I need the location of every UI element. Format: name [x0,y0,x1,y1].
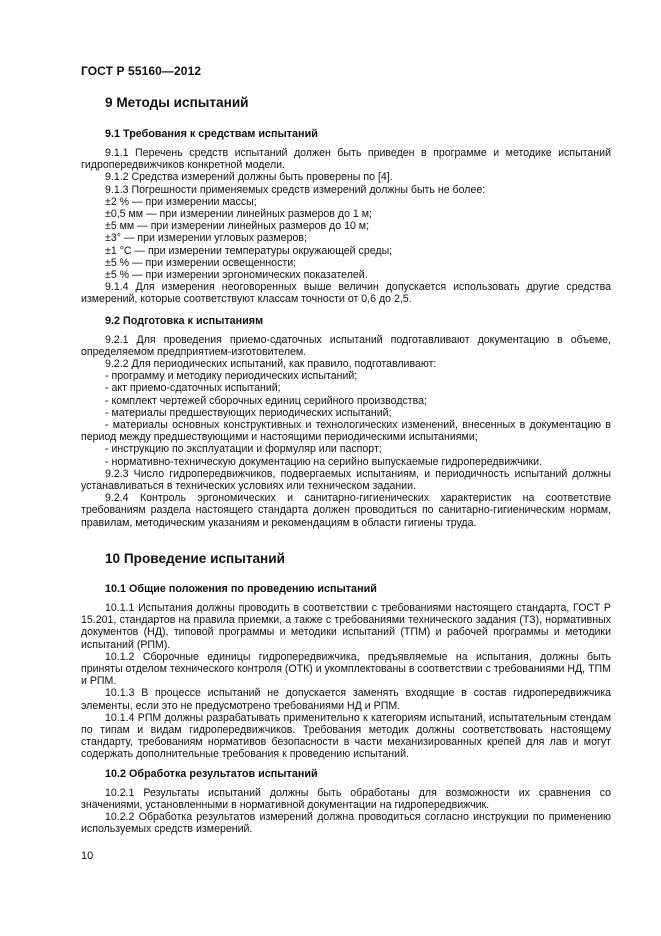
list-item: ±5 мм — при измерении линейных размеров до 10 м; [105,220,370,233]
list-item: - комплект чертежей сборочных единиц серийного производства; [105,394,428,407]
list-item: - инструкцию по эксплуатации и формуляр или паспорт; [105,443,382,456]
subsection-10-1-title: 10.1 Общие положения по проведению испытаний [105,582,377,595]
subsection-9-1-title: 9.1 Требования к средствам испытаний [105,128,318,140]
page-number: 10 [81,850,94,862]
list-item: - акт приемо-сдаточных испытаний; [105,382,281,395]
list-item: ±0,5 мм — при измерении линейных размеров до 1 м; [105,208,372,221]
list-item: - материалы основных конструктивных и технологических изменений, внесенных в документацию в период между предшествующими и настоящими периодическими испытаниями; [81,419,611,444]
list-item: ±5 % — при измерении эргономических показателей. [105,269,368,282]
para-9-2-4: 9.2.4 Контроль эргономических и санитарно-гигиенических характеристик на соответствие требованиям раздела настоящего стандарта должен проводиться по санитарно-гигиеническим нормам, правилам, методическим указаниям и рекомендациям в области гигиены труда. [81,492,611,529]
para-9-2-3: 9.2.3 Число гидропередвижчиков, подвергаемых испытаниям, и периодичность испытаний должны устанавливаться в технических условиях или техническом задании. [81,467,611,493]
list-item: - нормативно-техническую документацию на серийно выпускаемые гидропередвижчики. [105,455,543,468]
para-10-1-1: 10.1.1 Испытания должны проводить в соответствии с требованиями настоящего стандарта, ГОСТ Р 15.201, стандартов на правила приемки, а также с требованиями технического задания (ТЗ), нормативных документов (НД), типовой программы и методики испытаний (ТПМ) и рабочей программы и методики испытаний (РПМ). [81,601,611,651]
list-item: - материалы предшествующих периодических испытаний; [105,406,392,419]
document-code: ГОСТ Р 55160—2012 [81,64,202,78]
list-item: ±5 % — при измерении освещенности; [105,256,297,269]
section-9-title: 9 Методы испытаний [105,95,249,110]
para-10-1-4: 10.1.4 РПМ должны разрабатывать применительно к категориям испытаний, испытательным стендам по типам и видам гидропередвижчиков. Требования методик должны соответствовать настоящему стандарту, требованиям нормативов безопасности в части механизированных крепей для лав и могут содержать дополнительные требования к проведению испытаний. [81,711,611,761]
list-item: ±3° — при измерении угловых размеров; [105,232,307,245]
subsection-10-2-title: 10.2 Обработка результатов испытаний [105,767,318,780]
para-10-1-2: 10.1.2 Сборочные единицы гидропередвижчика, предъявляемые на испытания, должны быть приняты отделом технического контроля (ОТК) и укомплектованы в соответствии с требованиями НД, ТПМ и РПМ. [81,650,611,688]
section-10-title: 10 Проведение испытаний [105,550,285,566]
subsection-9-2-title: 9.2 Подготовка к испытаниям [105,314,264,327]
para-9-1-3: 9.1.3 Погрешности применяемых средств измерений должны быть не более: [105,183,486,196]
para-9-1-2: 9.1.2 Средства измерений должны быть проверены по [4]. [105,171,393,184]
para-10-2-1: 10.2.1 Результаты испытаний должны быть обработаны для возможности их сравнения со значениями, установленными в нормативной документации на гидропередвижчик. [81,786,611,811]
para-9-2-2: 9.2.2 Для периодических испытаний, как правило, подготавливают: [105,358,437,371]
para-9-1-1: 9.1.1 Перечень средств испытаний должен быть приведен в программе и методике испытаний гидропередвижчиков конкретной модели. [81,147,611,172]
list-item: ±2 % — при измерении массы; [105,195,257,208]
para-10-1-3: 10.1.3 В процессе испытаний не допускается заменять входящие в состав гидропередвижчика элементы, если это не предусмотрено требованиями НД и РПМ. [81,687,611,712]
para-9-2-1: 9.2.1 Для проведения приемо-сдаточных испытаний подготавливают документацию в объеме, определяемом предприятием-изготовителем. [81,333,611,358]
para-9-1-4: 9.1.4 Для измерения неоговоренных выше величин допускается использовать другие средства измерений, которые соответствуют классам точности от 0,6 до 2,5. [81,281,611,306]
para-10-2-2: 10.2.2 Обработка результатов измерений должна проводиться согласно инструкции по применению используемых средств измерений. [81,810,611,836]
list-item: ±1 °С — при измерении температуры окружающей среды; [105,244,393,257]
page-content [81,95,611,835]
list-item: - программу и методику периодических испытаний; [105,370,358,383]
